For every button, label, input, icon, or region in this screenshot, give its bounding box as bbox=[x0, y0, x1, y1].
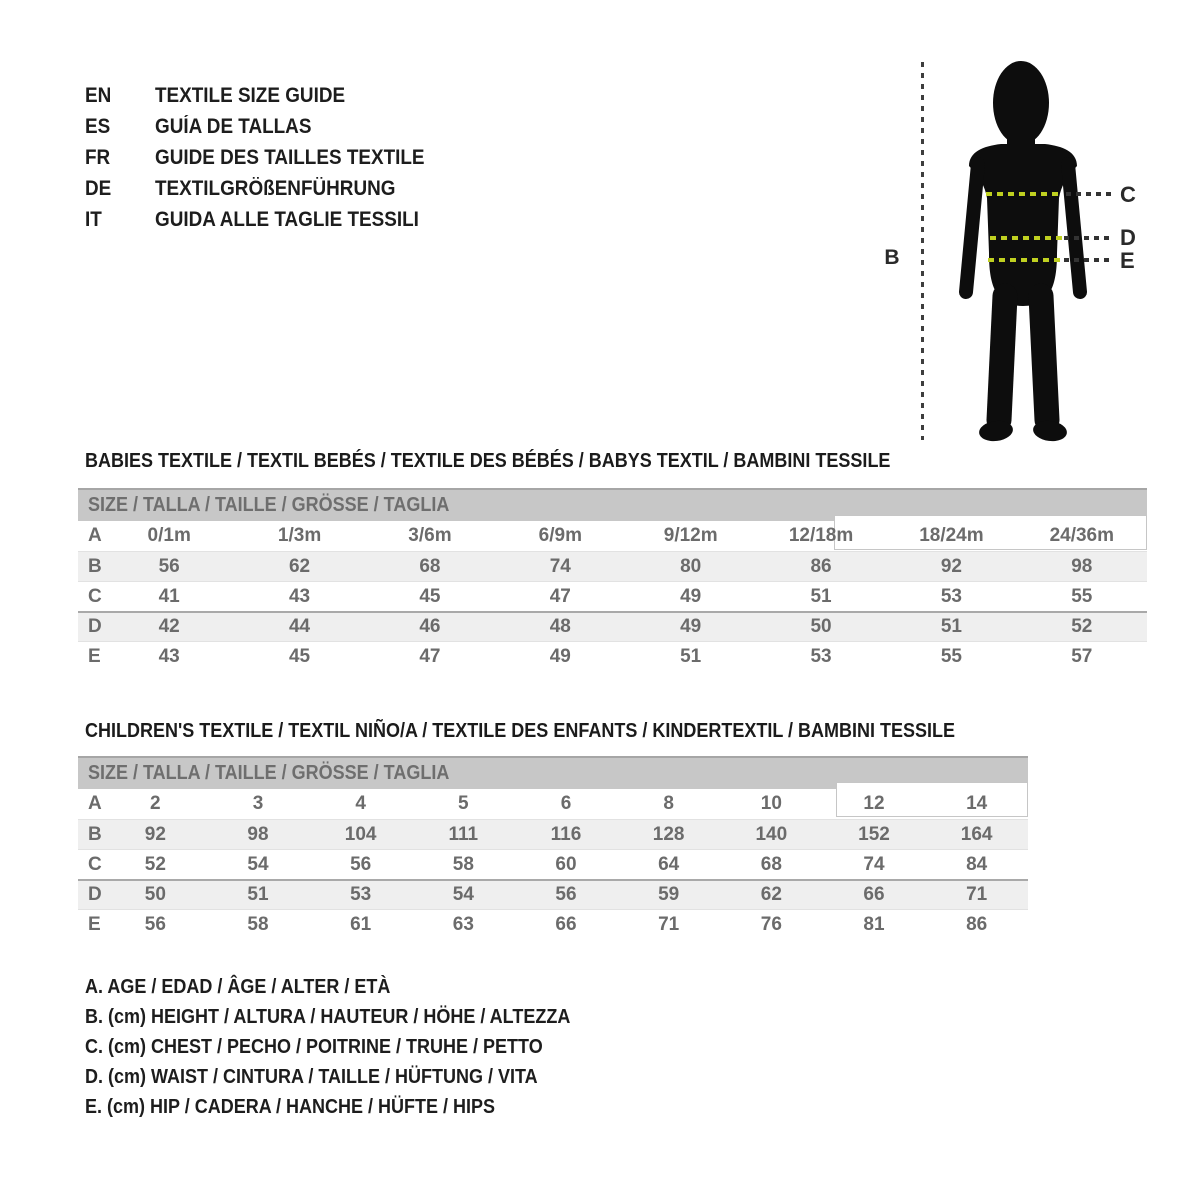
table-cell: 50 bbox=[810, 616, 832, 637]
table-cell: 44 bbox=[288, 616, 311, 637]
table-cell: 104 bbox=[344, 823, 377, 845]
table-row bbox=[78, 521, 1147, 551]
table-row bbox=[78, 909, 1028, 939]
table-cell: 48 bbox=[549, 616, 571, 637]
children-section-title: CHILDREN'S TEXTILE / TEXTIL NIÑO/A / TEXTILE DES ENFANTS / KINDERTEXTIL / BAMBINI TESSILE bbox=[85, 720, 956, 742]
table-cell: 46 bbox=[419, 616, 441, 637]
row-label: C bbox=[88, 585, 102, 607]
table-cell: 24/36m bbox=[1049, 525, 1115, 546]
table-cell: 98 bbox=[247, 823, 269, 845]
language-code: EN bbox=[85, 83, 112, 107]
table-cell: 68 bbox=[760, 853, 782, 875]
language-row-en bbox=[85, 80, 454, 111]
language-title: GUÍA DE TALLAS bbox=[155, 114, 312, 138]
table-cell: 111 bbox=[448, 823, 479, 845]
row-label: E bbox=[88, 645, 101, 667]
table-cell: 2 bbox=[150, 793, 161, 814]
table-cell: 84 bbox=[966, 853, 988, 875]
table-cell: 128 bbox=[652, 823, 685, 845]
table-cell: 68 bbox=[419, 555, 441, 577]
language-code: IT bbox=[85, 207, 102, 231]
table-row bbox=[78, 879, 1028, 909]
table-cell: 1/3m bbox=[277, 525, 322, 546]
table-cell: 71 bbox=[658, 913, 680, 935]
row-label: A bbox=[88, 793, 102, 814]
table-cell: 60 bbox=[555, 853, 577, 875]
legend-row-age: A. AGE / EDAD / ÂGE / ALTER / ETÀ bbox=[85, 975, 391, 998]
table-cell: 74 bbox=[863, 853, 885, 875]
table-cell: 4 bbox=[355, 793, 366, 814]
table-cell: 43 bbox=[288, 585, 311, 607]
table-cell: 52 bbox=[1071, 616, 1093, 637]
table-cell: 61 bbox=[350, 913, 372, 935]
table-cell: 56 bbox=[350, 853, 372, 875]
language-list bbox=[85, 80, 454, 235]
table-cell: 55 bbox=[1071, 585, 1093, 607]
table-cell: 47 bbox=[549, 585, 571, 607]
legend-row-hip: E. (cm) HIP / CADERA / HANCHE / HÜFTE / HIPS bbox=[85, 1095, 496, 1118]
table-row bbox=[78, 849, 1028, 879]
table-cell: 18/24m bbox=[919, 525, 984, 546]
table-row bbox=[78, 641, 1147, 671]
table-cell: 6 bbox=[560, 793, 572, 814]
hip-measure-dash-on-body bbox=[988, 258, 1062, 262]
table-row bbox=[78, 581, 1147, 611]
legend-row-chest: C. (cm) CHEST / PECHO / POITRINE / TRUHE / PETTO bbox=[85, 1035, 543, 1058]
table-cell: 80 bbox=[680, 555, 702, 577]
children-size-table bbox=[78, 756, 1028, 939]
table-cell: 6/9m bbox=[538, 525, 582, 546]
table-cell: 62 bbox=[288, 555, 311, 577]
table-cell: 14 bbox=[966, 793, 988, 814]
row-label: D bbox=[88, 616, 102, 637]
language-title: TEXTILGRÖßENFÜHRUNG bbox=[155, 176, 396, 200]
table-cell: 9/12m bbox=[663, 525, 718, 546]
table-row bbox=[78, 789, 1028, 819]
table-cell: 56 bbox=[144, 913, 166, 935]
table-cell: 86 bbox=[966, 913, 988, 935]
table-cell: 53 bbox=[940, 585, 962, 607]
table-cell: 63 bbox=[452, 913, 474, 935]
language-row-fr bbox=[85, 142, 454, 173]
table-cell: 55 bbox=[940, 645, 962, 667]
table-cell: 5 bbox=[458, 793, 469, 814]
table-cell: 3 bbox=[252, 793, 264, 814]
waist-measure-dash-leader bbox=[1064, 236, 1112, 240]
table-cell: 51 bbox=[680, 645, 702, 667]
table-cell: 58 bbox=[247, 913, 269, 935]
row-label: B bbox=[88, 823, 102, 845]
chest-measure-dash-on-body bbox=[986, 192, 1062, 196]
table-cell: 66 bbox=[863, 884, 885, 905]
table-cell: 98 bbox=[1071, 555, 1093, 577]
table-cell: 92 bbox=[940, 555, 962, 577]
table-cell: 58 bbox=[452, 853, 474, 875]
table-cell: 0/1m bbox=[147, 525, 191, 546]
table-row bbox=[78, 551, 1147, 581]
table-row bbox=[78, 819, 1028, 849]
table-cell: 66 bbox=[555, 913, 577, 935]
table-cell: 45 bbox=[419, 585, 441, 607]
table-cell: 53 bbox=[350, 884, 372, 905]
table-cell: 64 bbox=[658, 853, 680, 875]
table-header: SIZE / TALLA / TAILLE / GRÖSSE / TAGLIA bbox=[78, 490, 1147, 521]
babies-size-table bbox=[78, 488, 1147, 671]
table-cell: 74 bbox=[549, 555, 571, 577]
table-cell: 10 bbox=[760, 793, 782, 814]
language-code: FR bbox=[85, 145, 111, 169]
language-row-it bbox=[85, 204, 454, 235]
table-cell: 116 bbox=[550, 823, 582, 845]
table-cell: 81 bbox=[863, 913, 885, 935]
table-header: SIZE / TALLA / TAILLE / GRÖSSE / TAGLIA bbox=[78, 758, 1028, 789]
table-cell: 43 bbox=[158, 645, 180, 667]
table-cell: 42 bbox=[158, 616, 180, 637]
table-cell: 3/6m bbox=[408, 525, 452, 546]
language-code: DE bbox=[85, 176, 112, 200]
table-cell: 71 bbox=[966, 884, 988, 905]
table-cell: 164 bbox=[960, 823, 993, 845]
legend-row-waist: D. (cm) WAIST / CINTURA / TAILLE / HÜFTUNG / VITA bbox=[85, 1065, 538, 1088]
language-row-de bbox=[85, 173, 454, 204]
table-cell: 51 bbox=[247, 884, 269, 905]
table-cell: 47 bbox=[419, 645, 441, 667]
table-cell: 92 bbox=[144, 823, 166, 845]
table-cell: 56 bbox=[555, 884, 577, 905]
table-cell: 8 bbox=[663, 793, 674, 814]
waist-measure-dash-on-body bbox=[990, 236, 1062, 240]
table-cell: 152 bbox=[858, 823, 890, 845]
babies-section-title: BABIES TEXTILE / TEXTIL BEBÉS / TEXTILE DES BÉBÉS / BABYS TEXTIL / BAMBINI TESSILE bbox=[85, 450, 891, 472]
height-measure-dotted-line bbox=[921, 62, 924, 440]
row-label: C bbox=[88, 853, 102, 875]
row-label: D bbox=[88, 884, 102, 905]
table-cell: 49 bbox=[549, 645, 571, 667]
language-title: GUIDA ALLE TAGLIE TESSILI bbox=[155, 207, 419, 231]
table-cell: 49 bbox=[680, 585, 702, 607]
table-cell: 12/18m bbox=[788, 525, 854, 546]
table-cell: 41 bbox=[158, 585, 180, 607]
language-title: TEXTILE SIZE GUIDE bbox=[155, 83, 346, 107]
table-cell: 86 bbox=[810, 555, 832, 577]
table-cell: 50 bbox=[144, 884, 166, 905]
hip-measure-dash-leader bbox=[1064, 258, 1112, 262]
row-label: A bbox=[88, 525, 102, 546]
table-cell: 54 bbox=[452, 884, 474, 905]
table-cell: 57 bbox=[1071, 645, 1093, 667]
table-cell: 76 bbox=[760, 913, 782, 935]
table-cell: 62 bbox=[760, 884, 782, 905]
language-title: GUIDE DES TAILLES TEXTILE bbox=[155, 145, 425, 169]
table-cell: 56 bbox=[158, 555, 180, 577]
row-label: B bbox=[88, 555, 102, 577]
chest-measure-label: C bbox=[1120, 182, 1136, 207]
legend-row-height: B. (cm) HEIGHT / ALTURA / HAUTEUR / HÖHE / ALTEZZA bbox=[85, 1005, 571, 1028]
table-cell: 51 bbox=[940, 616, 962, 637]
language-code: ES bbox=[85, 114, 111, 138]
language-row-es bbox=[85, 111, 454, 142]
table-cell: 12 bbox=[863, 793, 885, 814]
table-cell: 59 bbox=[658, 884, 680, 905]
table-cell: 54 bbox=[247, 853, 269, 875]
measurement-legend bbox=[85, 972, 624, 1122]
row-label: E bbox=[88, 913, 101, 935]
table-cell: 49 bbox=[680, 616, 702, 637]
table-cell: 140 bbox=[755, 823, 788, 845]
table-cell: 53 bbox=[810, 645, 832, 667]
table-row bbox=[78, 611, 1147, 641]
child-silhouette-icon bbox=[955, 58, 1091, 444]
height-measure-label: B bbox=[884, 246, 900, 269]
table-cell: 51 bbox=[810, 585, 832, 607]
table-cell: 45 bbox=[288, 645, 311, 667]
chest-measure-dash-leader bbox=[1066, 192, 1112, 196]
table-cell: 52 bbox=[144, 853, 166, 875]
hip-measure-label: E bbox=[1120, 248, 1135, 273]
waist-measure-label: D bbox=[1120, 225, 1136, 250]
